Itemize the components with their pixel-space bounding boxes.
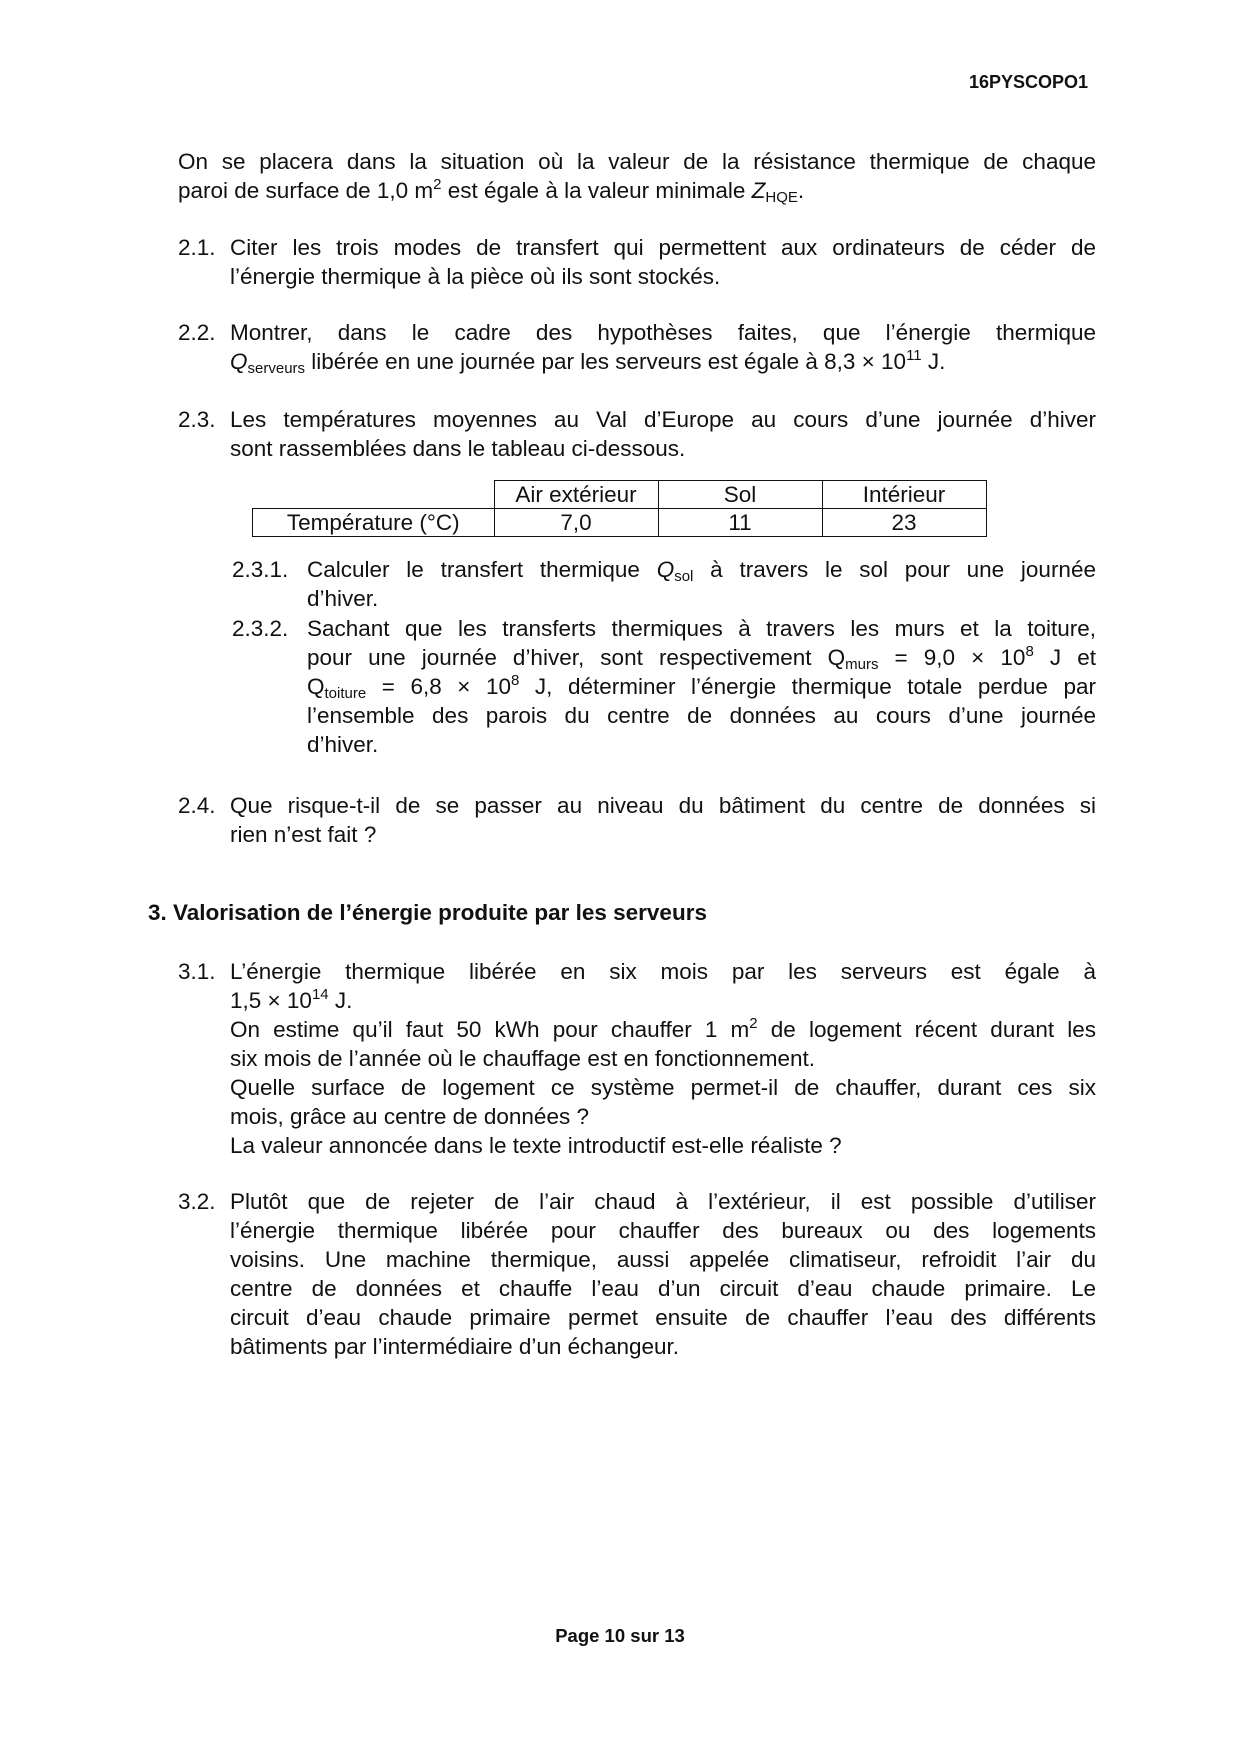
text: J. bbox=[328, 988, 353, 1013]
question-line: six mois de l’année où le chauffage est en fonctionnement. bbox=[230, 1046, 815, 1071]
text: = 9,0 × 10 bbox=[878, 645, 1026, 670]
exponent: 8 bbox=[1025, 643, 1034, 660]
question-number: 3.2. bbox=[178, 1189, 216, 1214]
document-code: 16PYSCOPO1 bbox=[968, 72, 1088, 92]
exponent: 14 bbox=[311, 986, 329, 1003]
table-empty-cell bbox=[253, 481, 495, 509]
question-3-1 bbox=[178, 957, 1096, 1160]
question-line: Plutôt que de rejeter de l’air chaud à l’extérieur, il est possible d’utiliser bbox=[230, 1189, 1096, 1214]
question-number: 2.4. bbox=[178, 793, 216, 818]
intro-exponent: 2 bbox=[433, 176, 442, 193]
question-line: Sachant que les transferts thermiques à travers les murs et la toiture, bbox=[307, 616, 1096, 641]
page-number: Page 10 sur 13 bbox=[555, 1625, 685, 1646]
question-line: Citer les trois modes de transfert qui permettent aux ordinateurs de céder de bbox=[230, 235, 1096, 260]
table-header-cell: Air extérieur bbox=[494, 481, 658, 509]
table-header-cell: Sol bbox=[658, 481, 822, 509]
question-2-3 bbox=[178, 405, 1096, 463]
subscript: sol bbox=[674, 568, 694, 585]
table-header-row bbox=[253, 481, 987, 509]
text: J. bbox=[921, 349, 946, 374]
exponent: 2 bbox=[749, 1015, 758, 1032]
question-line bbox=[230, 986, 1096, 1015]
table-row bbox=[253, 509, 987, 537]
question-line: La valeur annoncée dans le texte introductif est-elle réaliste ? bbox=[230, 1133, 842, 1158]
table-cell: 7,0 bbox=[494, 509, 658, 537]
text: J et bbox=[1033, 645, 1096, 670]
intro-variable: Z bbox=[751, 178, 766, 203]
intro-text: paroi de surface de 1,0 m bbox=[178, 178, 434, 203]
table-cell: 23 bbox=[822, 509, 986, 537]
intro-subscript: HQE bbox=[765, 189, 798, 206]
intro-text: est égale à la valeur minimale bbox=[441, 178, 752, 203]
question-line: circuit d’eau chaude primaire permet ensuite de chauffer l’eau des différents bbox=[230, 1305, 1096, 1330]
question-line bbox=[307, 672, 1096, 701]
intro-line-1: On se placera dans la situation où la valeur de la résistance thermique de chaque bbox=[178, 149, 1096, 174]
question-line: mois, grâce au centre de données ? bbox=[230, 1104, 589, 1129]
question-number: 2.3.2. bbox=[232, 616, 289, 641]
question-line: bâtiments par l’intermédiaire d’un échangeur. bbox=[230, 1334, 680, 1359]
variable: Q bbox=[656, 557, 675, 582]
text: Calculer le transfert thermique bbox=[307, 557, 657, 582]
text: 1,5 × 10 bbox=[230, 988, 312, 1013]
question-line: l’énergie thermique libérée pour chauffer des bureaux ou des logements bbox=[230, 1218, 1096, 1243]
question-line: sont rassemblées dans le tableau ci-dessous. bbox=[230, 436, 686, 461]
question-line: l’ensemble des parois du centre de données au cours d’une journée bbox=[307, 703, 1096, 728]
question-2-2 bbox=[178, 318, 1096, 376]
question-line: d’hiver. bbox=[307, 586, 379, 611]
question-number: 2.3. bbox=[178, 407, 216, 432]
text: On estime qu’il faut 50 kWh pour chauffer 1 m bbox=[230, 1017, 750, 1042]
question-3-2 bbox=[178, 1187, 1096, 1361]
question-line: voisins. Une machine thermique, aussi appelée climatiseur, refroidit l’air du bbox=[230, 1247, 1096, 1272]
question-line: d’hiver. bbox=[307, 732, 379, 757]
text: pour une journée d’hiver, sont respectivement Q bbox=[307, 645, 846, 670]
text: J, déterminer l’énergie thermique totale perdue par bbox=[519, 674, 1096, 699]
subscript: serveurs bbox=[247, 360, 306, 377]
question-number: 2.3.1. bbox=[232, 557, 289, 582]
text: de logement récent durant les bbox=[757, 1017, 1097, 1042]
subscript: murs bbox=[845, 656, 879, 673]
intro-text: . bbox=[797, 178, 805, 203]
question-line: Que risque-t-il de se passer au niveau du bâtiment du centre de données si bbox=[230, 793, 1096, 818]
temperature-table bbox=[252, 480, 987, 537]
question-line bbox=[230, 1015, 1096, 1044]
question-line bbox=[230, 347, 1096, 376]
exponent: 8 bbox=[511, 672, 520, 689]
question-2-3-1 bbox=[232, 555, 1096, 613]
question-line: centre de données et chauffe l’eau d’un circuit d’eau chaude primaire. Le bbox=[230, 1276, 1096, 1301]
variable: Q bbox=[230, 349, 248, 374]
text: = 6,8 × 10 bbox=[366, 674, 512, 699]
question-2-4 bbox=[178, 791, 1096, 849]
question-line: Quelle surface de logement ce système permet-il de chauffer, durant ces six bbox=[230, 1075, 1096, 1100]
text: libérée en une journée par les serveurs est égale à 8,3 × 10 bbox=[305, 349, 907, 374]
table-cell: 11 bbox=[658, 509, 822, 537]
question-line: Montrer, dans le cadre des hypothèses faites, que l’énergie thermique bbox=[230, 320, 1096, 345]
question-line: l’énergie thermique à la pièce où ils sont stockés. bbox=[230, 264, 721, 289]
question-number: 2.2. bbox=[178, 320, 216, 345]
exponent: 11 bbox=[906, 347, 922, 364]
question-line: L’énergie thermique libérée en six mois par les serveurs est égale à bbox=[230, 959, 1096, 984]
question-line bbox=[307, 643, 1096, 672]
table-row-label: Température (°C) bbox=[253, 509, 495, 537]
subscript: toiture bbox=[324, 685, 367, 702]
table-header-cell: Intérieur bbox=[822, 481, 986, 509]
question-line: Les températures moyennes au Val d’Europe au cours d’une journée d’hiver bbox=[230, 407, 1096, 432]
question-number: 3.1. bbox=[178, 959, 216, 984]
question-2-3-2 bbox=[232, 614, 1096, 759]
section-title: 3. Valorisation de l’énergie produite par les serveurs bbox=[148, 900, 707, 925]
question-line: rien n’est fait ? bbox=[230, 822, 377, 847]
intro-line-2 bbox=[178, 176, 1096, 205]
question-number: 2.1. bbox=[178, 235, 216, 260]
question-2-1 bbox=[178, 233, 1096, 291]
intro-paragraph bbox=[178, 147, 1096, 205]
text: à travers le sol pour une journée bbox=[693, 557, 1096, 582]
text: Q bbox=[307, 674, 325, 699]
question-line bbox=[307, 555, 1096, 584]
